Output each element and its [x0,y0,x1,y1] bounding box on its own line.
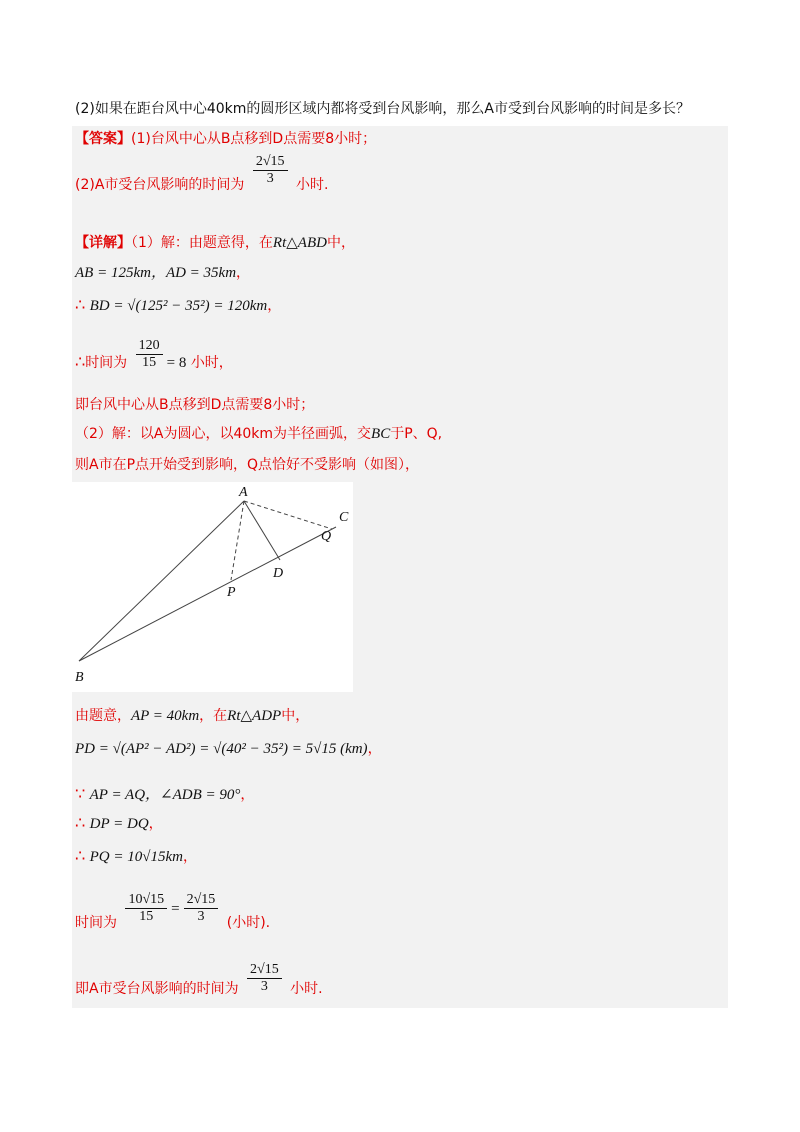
label-b: B [75,670,84,685]
detail-line-14 [75,962,323,1002]
math-bc: BC [371,426,391,442]
detail-line-8 [75,705,309,725]
math-ab-ad: AB = 125km，AD = 35km [75,265,237,281]
math-rt-adp: Rt△ADP [227,708,282,724]
detail-tag: 【详解】 [75,235,131,251]
detail-line-10 [75,783,254,804]
math-rt-abd: Rt△ABD [272,235,327,251]
detail-line-5: 即台风中心从B点移到D点需要8小时； [75,397,315,413]
detail-line-9 [75,738,382,758]
time-fraction [136,338,163,371]
therefore-symbol: ∴ [75,813,86,832]
label-a: A [239,485,248,500]
equals-eight: = 8 [166,354,187,371]
fraction-numerator: 2√15 [255,154,285,169]
detail-line-11 [75,813,163,833]
time-fraction-1 [125,892,167,925]
fraction-numerator: 10√15 [128,892,165,907]
fraction-denominator: 3 [247,978,282,995]
fraction-denominator: 15 [125,908,167,925]
detail-line-1 [75,232,355,252]
detail-line-13: 时间为 $\frac{10√15}{15}$ = $\frac{2√15}{3}$ (小时). [75,892,271,931]
therefore-symbol: ∴ [75,846,86,865]
geometry-figure [72,482,353,692]
math-dp-dq: DP = DQ [89,816,149,832]
question-text: (2)如果在距台风中心40km的圆形区域内都将受到台风影响，那么A市受到台风影响的时间是多长？ [75,101,690,117]
time-label: 时间为 [75,914,117,931]
detail-line-12 [75,846,197,866]
segment-ab [79,501,244,661]
detail-text: （2）解：以A为圆心，以40km为半径画弧，交 [75,426,372,442]
detail-text-tail: 中， [326,235,355,251]
segment-bc [79,527,336,661]
therefore-symbol: ∴ [75,351,86,371]
time-fraction-2 [184,892,219,925]
fraction-numerator: 120 [138,338,160,353]
detail-text-tail: 中， [281,708,310,724]
detail-line-7: 则A市在P点开始受到影响，Q点恰好不受影响（如图）， [75,457,420,473]
answer-fraction [253,154,288,187]
detail-text: 由题意， [75,708,131,724]
time-label: 时间为 [85,354,128,371]
label-d: D [273,566,284,581]
detail-text-tail: 于P、Q, [390,426,443,442]
punct: ， [148,816,163,832]
fraction-denominator: 3 [253,170,288,187]
fraction-denominator: 3 [184,908,219,925]
math-ap-aq: AP = AQ，∠ADB = 90° [89,787,241,803]
conclusion-text: 即A市受台风影响的时间为 [75,980,239,997]
math-bd: BD = √(125² − 35²) = 120km [89,298,268,314]
answer-line-2 [75,154,328,200]
detail-line-6 [75,423,442,443]
answer-part-2-text: (2)A市受台风影响的时间为 [75,176,245,193]
geometry-svg [72,482,353,692]
detail-line-2 [75,261,250,282]
unit-hours: 小时. [290,980,323,997]
therefore-symbol: ∴ [75,295,86,314]
unit-hours: (小时). [226,914,271,931]
label-q: Q [321,529,332,544]
conclusion-fraction [247,962,282,995]
punct: ， [267,298,282,314]
answer-part-1: (1)台风中心从B点移到D点需要8小时； [131,131,377,147]
fraction-numerator: 2√15 [186,892,216,907]
answer-line-1 [75,128,376,148]
punct: ， [182,849,197,865]
answer-tag: 【答案】 [75,131,131,147]
segment-aq [244,501,332,529]
unit-hours: 小时， [190,354,233,371]
punct: ， [236,265,251,281]
segment-ap [231,501,244,580]
fraction-numerator: 2√15 [250,962,279,977]
math-pq: PQ = 10√15km [89,849,183,865]
detail-line-4 [75,338,233,378]
punct: ， [240,787,255,803]
answer-part-2-unit: 小时. [296,176,329,193]
label-c: C [339,510,349,525]
fraction-denominator: 15 [136,354,163,371]
label-p: P [227,585,236,600]
detail-text: （1）解：由题意得，在 [131,235,273,251]
detail-text: ，在 [199,708,228,724]
because-symbol: ∵ [75,784,86,803]
math-pd: PD = √(AP² − AD²) = √(40² − 35²) = 5√15 (km) [75,741,368,757]
punct: ， [367,741,382,757]
math-ap: AP = 40km [131,708,200,724]
detail-line-3 [75,295,281,315]
segment-ad [244,501,280,560]
